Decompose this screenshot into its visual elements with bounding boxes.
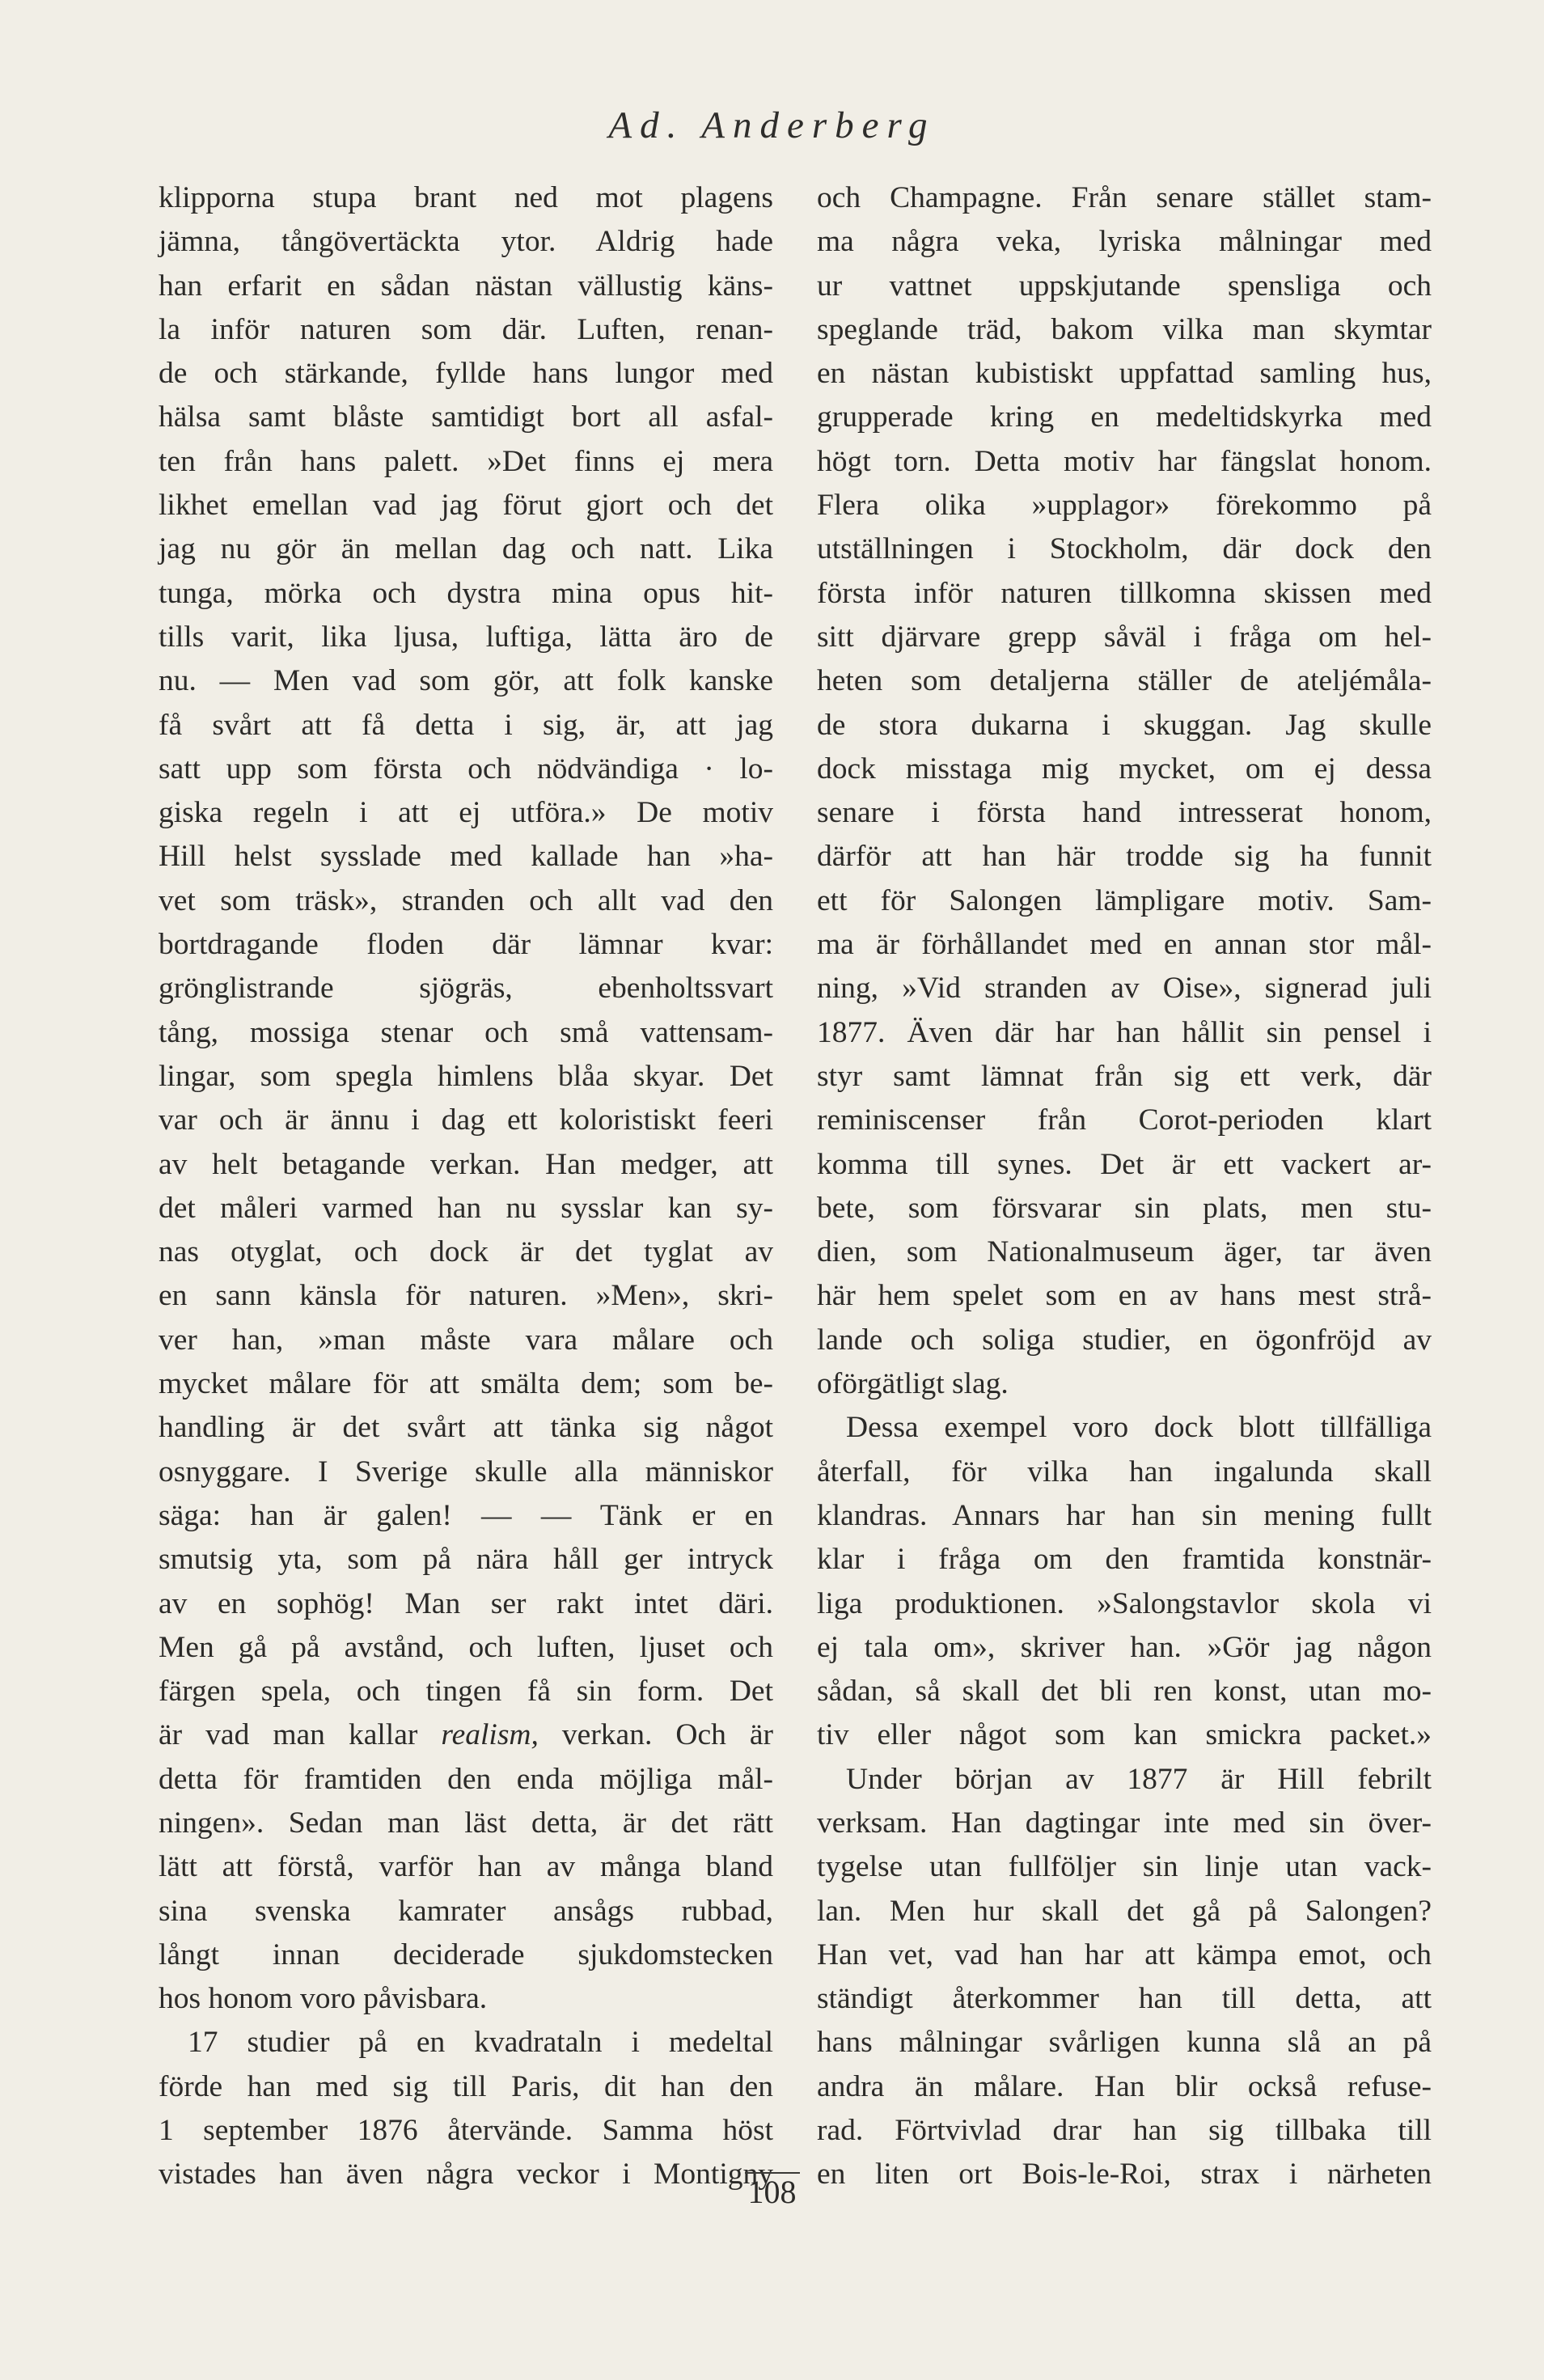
text-line: la inför naturen som där. Luften, renan- xyxy=(159,312,773,346)
text-line: hos honom voro påvisbara. xyxy=(159,1982,488,2016)
text-line: mycket målare för att smälta dem; som be- xyxy=(159,1367,773,1401)
text-line: vet som träsk», stranden och allt vad den xyxy=(159,883,773,917)
text-segment: är vad man kallar xyxy=(159,1718,418,1752)
text-line: senare i första hand intresserat honom, xyxy=(817,796,1432,830)
text-line: ma några veka, lyriska målningar med xyxy=(817,225,1432,259)
text-line: sina svenska kamrater ansågs rubbad, xyxy=(159,1894,773,1928)
text-line: Dessa exempel voro dock blott tillfälliga xyxy=(846,1411,1432,1445)
text-line: han erfarit en sådan nästan vällustig käns- xyxy=(159,269,773,303)
text-line: ur vattnet uppskjutande spensliga och xyxy=(817,269,1432,303)
text-line: få svårt att få detta i sig, är, att jag xyxy=(159,708,773,742)
text-line: 1 september 1876 återvände. Samma höst xyxy=(159,2114,773,2148)
text-line: Under början av 1877 är Hill febrilt xyxy=(846,1762,1432,1796)
text-line: nu. — Men vad som gör, att folk kanske xyxy=(159,664,773,698)
text-line: tiv eller något som kan smickra packet.» xyxy=(817,1718,1432,1752)
text-line: komma till synes. Det är ett vackert ar- xyxy=(817,1147,1432,1181)
text-line: klipporna stupa brant ned mot plagens xyxy=(159,181,773,214)
text-line: ständigt återkommer han till detta, att xyxy=(817,1982,1432,2016)
text-line: här hem spelet som en av hans mest strå- xyxy=(817,1279,1432,1313)
text-line: ning, »Vid stranden av Oise», signerad juli xyxy=(817,972,1432,1006)
text-line xyxy=(159,1713,773,1757)
text-line: därför att han här trodde sig ha funnit xyxy=(817,840,1432,874)
text-line: tång, mossiga stenar och små vattensam- xyxy=(159,1015,773,1049)
left-text-column xyxy=(159,176,773,2197)
text-line: Han vet, vad han har att kämpa emot, och xyxy=(817,1937,1432,1971)
text-line: ningen». Sedan man läst detta, är det rätt xyxy=(159,1806,773,1840)
text-line: jämna, tångövertäckta ytor. Aldrig hade xyxy=(159,225,773,259)
text-line: Flera olika »upplagor» förekommo på xyxy=(817,489,1432,523)
text-line: jag nu gör än mellan dag och natt. Lika xyxy=(159,532,773,566)
text-line: detta för framtiden den enda möjliga mål- xyxy=(159,1762,773,1796)
text-line: utställningen i Stockholm, där dock den xyxy=(817,532,1432,566)
italic-term: realism, xyxy=(441,1718,539,1752)
text-line: långt innan deciderade sjukdomstecken xyxy=(159,1937,773,1971)
text-line: en nästan kubistiskt uppfattad samling hus, xyxy=(817,357,1432,391)
text-line: sådan, så skall det bli ren konst, utan mo- xyxy=(817,1675,1432,1709)
text-line: andra än målare. Han blir också refuse- xyxy=(817,2069,1432,2103)
text-line: bete, som försvarar sin plats, men stu- xyxy=(817,1191,1432,1225)
text-line: nas otyglat, och dock är det tyglat av xyxy=(159,1235,773,1269)
text-line: satt upp som första och nödvändiga · lo- xyxy=(159,752,773,786)
text-line: handling är det svårt att tänka sig något xyxy=(159,1411,773,1445)
text-line: de stora dukarna i skuggan. Jag skulle xyxy=(817,708,1432,742)
text-line: styr samt lämnat från sig ett verk, där xyxy=(817,1059,1432,1093)
text-line: en liten ort Bois-le-Roi, strax i närheten xyxy=(817,2158,1432,2192)
text-line: likhet emellan vad jag förut gjort och det xyxy=(159,489,773,523)
text-line: tygelse utan fullföljer sin linje utan vack- xyxy=(817,1850,1432,1884)
text-line: var och är ännu i dag ett koloristiskt feeri xyxy=(159,1103,773,1137)
text-line: osnyggare. I Sverige skulle alla människor xyxy=(159,1455,773,1489)
text-line: klandras. Annars har han sin mening fullt xyxy=(817,1498,1432,1532)
text-line: lande och soliga studier, en ögonfröjd av xyxy=(817,1323,1432,1357)
text-line: det måleri varmed han nu sysslar kan sy- xyxy=(159,1191,773,1225)
running-header: Ad. Anderberg xyxy=(608,104,936,146)
text-line: grupperade kring en medeltidskyrka med xyxy=(817,400,1432,434)
text-line: säga: han är galen! — — Tänk er en xyxy=(159,1498,773,1532)
text-line: första inför naturen tillkomna skissen med xyxy=(817,576,1432,610)
text-line: dock misstaga mig mycket, om ej dessa xyxy=(817,752,1432,786)
text-line: vistades han även några veckor i Montigny xyxy=(159,2158,773,2192)
page-number-label: 108 xyxy=(745,2172,800,2210)
text-line: rad. Förtvivlad drar han sig tillbaka till xyxy=(817,2114,1432,2148)
text-line: 1877. Även där har han hållit sin pensel i xyxy=(817,1015,1432,1049)
text-line: heten som detaljerna ställer de ateljémåla- xyxy=(817,664,1432,698)
text-line: dien, som Nationalmuseum äger, tar även xyxy=(817,1235,1432,1269)
text-line: och Champagne. Från senare stället stam- xyxy=(817,181,1432,214)
text-line: verksam. Han dagtingar inte med sin över- xyxy=(817,1806,1432,1840)
text-line: smutsig yta, som på nära håll ger intryck xyxy=(159,1543,773,1577)
text-line: bortdragande floden där lämnar kvar: xyxy=(159,928,773,962)
text-line: giska regeln i att ej utföra.» De motiv xyxy=(159,796,773,830)
text-line: speglande träd, bakom vilka man skymtar xyxy=(817,312,1432,346)
text-line: högt torn. Detta motiv har fängslat honom. xyxy=(817,444,1432,478)
text-line: återfall, för vilka han ingalunda skall xyxy=(817,1455,1432,1489)
text-line: sitt djärvare grepp såväl i fråga om hel- xyxy=(817,620,1432,654)
text-line: reminiscenser från Corot-perioden klart xyxy=(817,1103,1432,1137)
text-line: av en sophög! Man ser rakt intet däri. xyxy=(159,1586,773,1620)
text-line: tunga, mörka och dystra mina opus hit- xyxy=(159,576,773,610)
text-line: Hill helst sysslade med kallade han »ha- xyxy=(159,840,773,874)
text-line: hans målningar svårligen kunna slå an på xyxy=(817,2026,1432,2060)
text-line: ver han, »man måste vara målare och xyxy=(159,1323,773,1357)
text-line: klar i fråga om den framtida konstnär- xyxy=(817,1543,1432,1577)
text-line: liga produktionen. »Salongstavlor skola vi xyxy=(817,1586,1432,1620)
text-line: lan. Men hur skall det gå på Salongen? xyxy=(817,1894,1432,1928)
text-line: färgen spela, och tingen få sin form. Det xyxy=(159,1675,773,1709)
text-line: de och stärkande, fyllde hans lungor med xyxy=(159,357,773,391)
text-line: lingar, som spegla himlens blåa skyar. Det xyxy=(159,1059,773,1093)
text-line: 17 studier på en kvadrataln i medeltal xyxy=(188,2026,773,2060)
text-line: grönglistrande sjögräs, ebenholtssvart xyxy=(159,972,773,1006)
text-line: ten från hans palett. »Det finns ej mera xyxy=(159,444,773,478)
right-text-column xyxy=(817,176,1432,2197)
text-line: förde han med sig till Paris, dit han den xyxy=(159,2069,773,2103)
text-line: en sann känsla för naturen. »Men», skri- xyxy=(159,1279,773,1313)
text-segment: verkan. Och är xyxy=(561,1718,774,1752)
text-line: Men gå på avstånd, och luften, ljuset och xyxy=(159,1630,773,1664)
text-line: ej tala om», skriver han. »Gör jag någon xyxy=(817,1630,1432,1664)
text-line: ett för Salongen lämpligare motiv. Sam- xyxy=(817,883,1432,917)
text-line: hälsa samt blåste samtidigt bort all asfal- xyxy=(159,400,773,434)
text-line: lätt att förstå, varför han av många bland xyxy=(159,1850,773,1884)
text-line: oförgätligt slag. xyxy=(817,1367,1009,1401)
text-line: ma är förhållandet med en annan stor mål- xyxy=(817,928,1432,962)
text-line: tills varit, lika ljusa, luftiga, lätta äro de xyxy=(159,620,773,654)
page-number xyxy=(0,2173,1544,2211)
text-line: av helt betagande verkan. Han medger, att xyxy=(159,1147,773,1181)
